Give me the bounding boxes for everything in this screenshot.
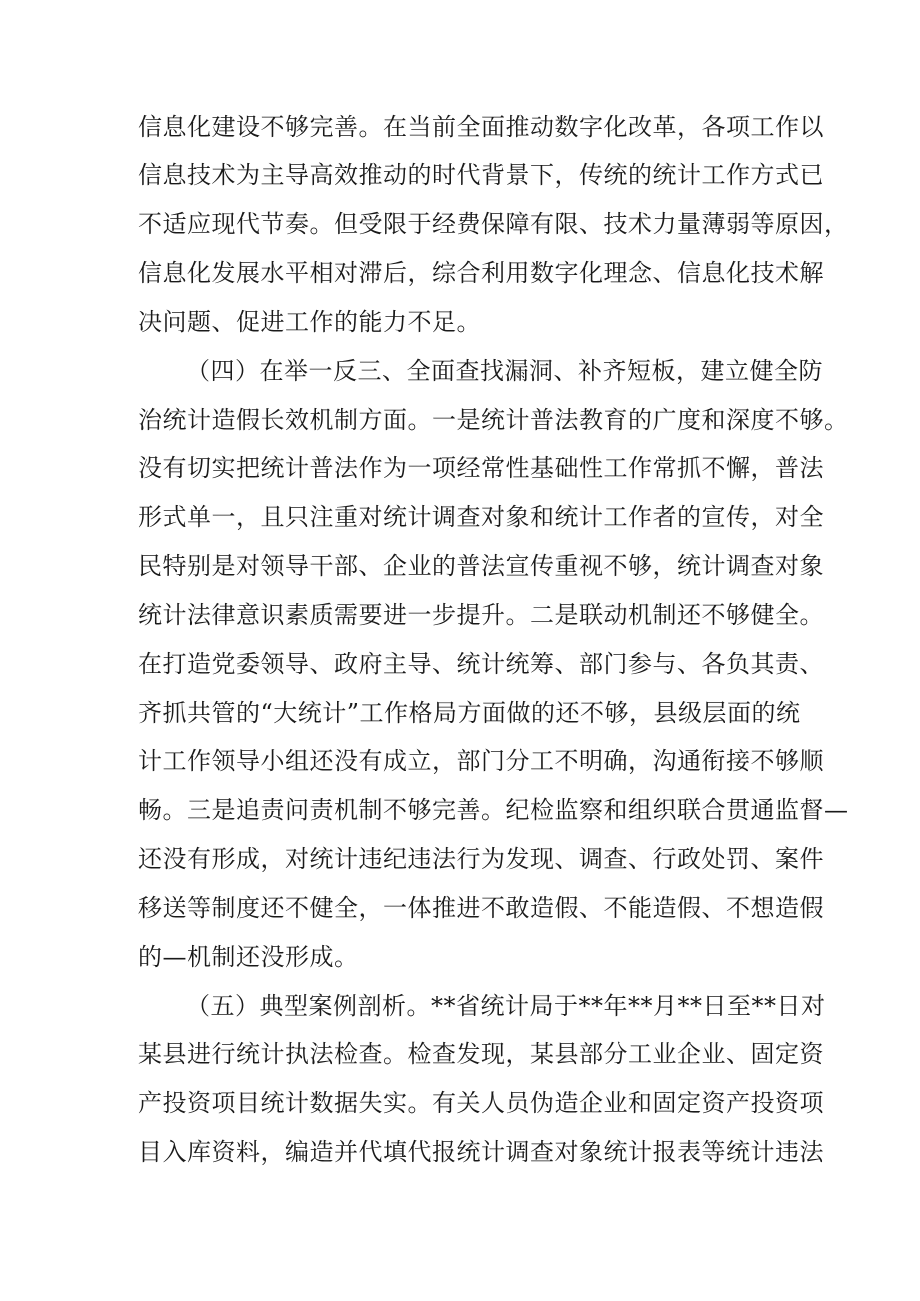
text-line: 不适应现代节奏。但受限于经费保障有限、技术力量薄弱等原因，	[138, 210, 849, 238]
text-line: 治统计造假长效机制方面。一是统计普法教育的广度和深度不够。	[138, 406, 849, 434]
text-line: 统计法律意识素质需要进一步提升。二是联动机制还不够健全。	[138, 601, 824, 629]
text-line: 齐抓共管的“大统计”工作格局方面做的还不够，县级层面的统	[138, 699, 801, 727]
text-line: 某县进行统计执法检查。检查发现，某县部分工业企业、固定资	[138, 1040, 824, 1068]
text-line: 在打造党委领导、政府主导、统计统筹、部门参与、各负其责、	[138, 650, 824, 678]
text-line: 产投资项目统计数据失实。有关人员伪造企业和固定资产投资项	[138, 1089, 824, 1117]
text-line: 的—机制还没形成。	[138, 943, 359, 971]
text-line: 民特别是对领导干部、企业的普法宣传重视不够，统计调查对象	[138, 552, 824, 580]
text-line: 计工作领导小组还没有成立，部门分工不明确，沟通衔接不够顺	[138, 747, 824, 775]
text-line: 信息化发展水平相对滞后，综合利用数字化理念、信息化技术解	[138, 259, 824, 287]
text-line: 目入库资料，编造并代填代报统计调查对象统计报表等统计违法	[138, 1138, 824, 1166]
text-line: 形式单一，且只注重对统计调查对象和统计工作者的宣传，对全	[138, 503, 824, 531]
text-line: 还没有形成，对统计违纪违法行为发现、调查、行政处罚、案件	[138, 845, 824, 873]
text-line: 没有切实把统计普法作为一项经常性基础性工作常抓不懈，普法	[138, 454, 824, 482]
text-line: 畅。三是追责问责机制不够完善。纪检监察和组织联合贯通监督—	[138, 796, 849, 824]
text-line: 决问题、促进工作的能力不足。	[138, 308, 481, 336]
text-line: 信息技术为主导高效推动的时代背景下，传统的统计工作方式已	[138, 161, 824, 189]
paragraph-start-line: （四）在举一反三、全面查找漏洞、补齐短板，建立健全防	[186, 357, 823, 385]
text-line: 信息化建设不够完善。在当前全面推动数字化改革，各项工作以	[138, 113, 824, 141]
paragraph-start-line: （五）典型案例剖析。**省统计局于**年**月**日至**日对	[186, 992, 826, 1020]
text-line: 移送等制度还不健全，一体推进不敢造假、不能造假、不想造假	[138, 894, 824, 922]
